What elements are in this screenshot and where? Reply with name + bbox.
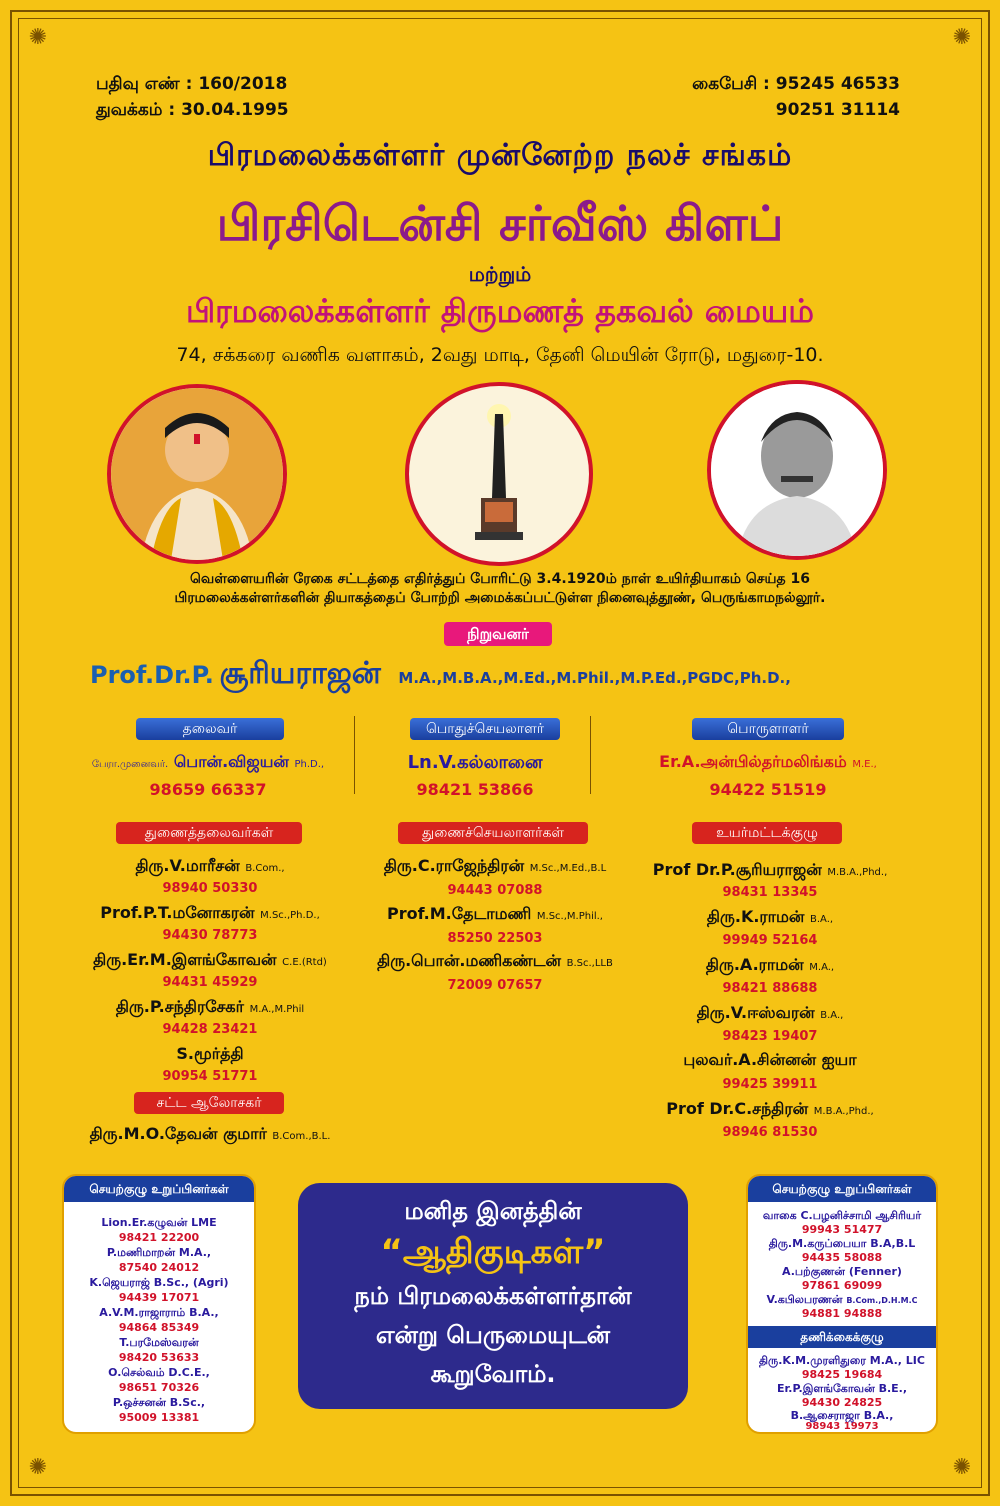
hl-degree: B.A., [820, 1010, 844, 1021]
vp-phone: 98940 50330 [162, 881, 258, 896]
member-phone: 98420 53633 [118, 1351, 200, 1364]
member-name [748, 1237, 936, 1252]
member-degree: B.Sc., [169, 1396, 206, 1409]
member-name [64, 1366, 254, 1381]
vp-degree: M.A.,M.Phil [249, 1004, 305, 1015]
address: 74, சக்கரை வணிக வளாகம், 2வது மாடி, தேனி மெயின் ரோடு, மதுரை-10. [176, 344, 824, 366]
js-phone: 94443 07088 [447, 883, 543, 898]
secretary-name: Ln.V.கல்லானை [407, 752, 543, 773]
vp-name [40, 950, 380, 971]
matrimony-title: பிரமலைக்கள்ளர் திருமணத் தகவல் மையம் [185, 292, 815, 330]
reg-label: பதிவு எண் : [96, 74, 193, 94]
vp-name [60, 1044, 360, 1065]
member-name-text: K.ஜெயராஜ் [89, 1276, 150, 1289]
treasurer-name [598, 752, 938, 773]
vp-name-text: திரு.V.மாரீசன் [135, 856, 240, 875]
box-title: செயற்குழு உறுப்பினர்கள் [64, 1176, 254, 1202]
member-name-text: வாகை C.பழனிச்சாமி ஆசிரியர் [762, 1209, 922, 1222]
president-label: தலைவர் [136, 718, 284, 740]
hl-phone: 99949 52164 [722, 933, 818, 948]
auditor-name [748, 1354, 936, 1369]
member-name [748, 1209, 936, 1224]
member-name-text: A.பற்குணன் [782, 1265, 845, 1278]
slogan-line-4: என்று பெருமையுடன் [375, 1321, 611, 1349]
vp-phone: 94430 78773 [162, 928, 258, 943]
member-name-text: திரு.M.கருப்பையா [768, 1237, 867, 1250]
founder-name [90, 656, 791, 695]
hl-name [620, 955, 920, 976]
js-name-text: Prof.M.தேடாமணி [386, 904, 532, 923]
slogan-line-2: “ஆதிகுடிகள்” [380, 1232, 606, 1272]
js-name [340, 856, 650, 877]
hl-name [620, 1050, 920, 1071]
member-name [748, 1293, 936, 1308]
corner-ornament-icon: ✺ [952, 1455, 972, 1480]
and-text: மற்றும் [468, 262, 532, 286]
member-name-text: Lion.Er.கழுவன் [101, 1216, 188, 1229]
caption-line-1: வெள்ளையரின் ரேகை சட்டத்தை எதிர்த்துப் போரிட்டு 3.4.1920ம் நாள் உயிர்தியாகம் செய்த 16 [190, 571, 810, 587]
auditor-name-text: B.ஆசைராஜா [790, 1409, 860, 1422]
founder-label: நிறுவனர் [444, 622, 552, 646]
president-tamil-name: பொன்.விஜயன் [173, 752, 289, 771]
js-name-text: திரு.C.ராஜேந்திரன் [383, 856, 525, 875]
member-degree: B.A,B.L [870, 1237, 916, 1250]
member-name-text: P.ஒச்சனன் [112, 1396, 166, 1409]
phone-2: 90251 31114 [775, 100, 900, 120]
auditor-degree: M.A., LIC [869, 1354, 925, 1367]
member-name [748, 1265, 936, 1280]
founder-degrees: M.A.,M.B.A.,M.Ed.,M.Phil.,M.P.Ed.,PGDC,Ph.D., [398, 669, 791, 687]
memorial-caption [0, 570, 1000, 608]
treasurer-label: பொருளாளர் [692, 718, 844, 740]
president-prefix: பேரா.முனைவர். [91, 759, 169, 770]
executive-committee-box-left [62, 1174, 256, 1434]
memorial-pillar-image [405, 382, 593, 566]
secretary-phone: 98421 53866 [416, 780, 534, 799]
president-degree: Ph.D., [294, 759, 325, 770]
hl-degree: M.B.A.,Phd., [827, 867, 888, 878]
slogan-line-3: நம் பிரமலைக்கள்ளர்தான் [354, 1282, 632, 1310]
pillar-icon [409, 386, 589, 562]
legal-name-text: திரு.M.O.தேவன் குமார் [89, 1124, 267, 1143]
president-phone: 98659 66337 [149, 780, 267, 799]
association-title: பிரமலைக்கள்ளர் முன்னேற்ற நலச் சங்கம் [207, 138, 793, 173]
auditor-degree: B.A., [863, 1409, 894, 1422]
box-title: செயற்குழு உறுப்பினர்கள் [748, 1176, 936, 1202]
portrait-left [107, 384, 287, 564]
hl-name-text: திரு.A.ராமன் [705, 955, 804, 974]
hl-name [620, 1003, 920, 1024]
vp-degree: C.E.(Rtd) [282, 957, 327, 968]
registration-info [96, 74, 289, 122]
divider [590, 716, 591, 794]
member-degree: M.A., [178, 1246, 212, 1259]
hl-phone: 99425 39911 [722, 1077, 818, 1092]
legal-degree: B.Com.,B.L. [272, 1131, 331, 1142]
audit-title: தணிக்கைக்குழு [748, 1326, 936, 1348]
auditor-degree: B.E., [878, 1382, 908, 1395]
vp-name-text: S.மூர்த்தி [176, 1044, 244, 1063]
treasurer-tamil-name: Er.A.அன்பில்தர்மலிங்கம் [659, 752, 847, 771]
member-phone: 87540 24012 [118, 1261, 200, 1274]
member-phone: 95009 13381 [118, 1411, 200, 1424]
js-degree: M.Sc.,M.Ed.,B.L [529, 863, 607, 874]
caption-line-2: பிரமலைக்கள்ளர்களின் தியாகத்தைப் போற்றி அமைக்கப்பட்டுள்ள நினைவுத்தூண், பெருங்காமநல்லூர். [174, 590, 826, 606]
member-name [64, 1336, 254, 1351]
vp-degree: M.Sc.,Ph.D., [260, 910, 320, 921]
member-phone: 94864 85349 [118, 1321, 200, 1334]
member-degree: B.Sc., (Agri) [153, 1276, 229, 1289]
hl-degree: B.A., [810, 914, 834, 925]
executive-committee-box-right [746, 1174, 938, 1434]
hl-phone: 98423 19407 [722, 1029, 818, 1044]
founder-tamil-name: சூரியராஜன் [219, 656, 381, 691]
vp-phone: 90954 51771 [162, 1069, 258, 1084]
member-phone: 94435 58088 [801, 1251, 883, 1264]
member-phone: 98421 22200 [118, 1231, 200, 1244]
slogan-box [298, 1183, 688, 1409]
treasurer-phone: 94422 51519 [709, 780, 827, 799]
auditor-phone: 98943 19973 [805, 1421, 879, 1432]
hl-name-text: திரு.K.ராமன் [706, 907, 805, 926]
member-phone: 94439 17071 [118, 1291, 200, 1304]
vp-phone: 94428 23421 [162, 1022, 258, 1037]
js-phone: 85250 22503 [447, 931, 543, 946]
hl-degree: M.A., [809, 962, 835, 973]
hl-phone: 98421 88688 [722, 981, 818, 996]
member-degree: LME [191, 1216, 217, 1229]
hl-name-text: Prof Dr.C.சந்திரன் [666, 1099, 809, 1118]
member-phone: 98651 70326 [118, 1381, 200, 1394]
vp-name [60, 856, 360, 877]
phone-info [692, 74, 900, 120]
member-degree: B.A., [189, 1306, 219, 1319]
member-name-text: P.மணிமாறன் [106, 1246, 176, 1259]
high-level-committee-label: உயர்மட்டக்குழு [692, 822, 842, 844]
member-name-text: A.V.M.ராஜாராம் [99, 1306, 186, 1319]
hl-name-text: Prof Dr.P.சூரியராஜன் [652, 860, 822, 879]
corner-ornament-icon: ✺ [952, 25, 972, 50]
member-degree: D.C.E., [168, 1366, 210, 1379]
phone-label: கைபேசி : [692, 74, 770, 94]
auditor-phone: 98425 19684 [801, 1368, 883, 1381]
hl-phone: 98946 81530 [722, 1125, 818, 1140]
person-portrait-icon [711, 384, 883, 556]
person-portrait-icon [111, 388, 283, 560]
vp-name-text: திரு.P.சந்திரசேகர் [115, 997, 245, 1016]
js-name [340, 951, 650, 972]
member-name [64, 1306, 254, 1321]
hl-name [620, 907, 920, 928]
legal-advisor-name [40, 1124, 380, 1145]
vice-presidents-label: துணைத்தலைவர்கள் [116, 822, 302, 844]
member-name [64, 1216, 254, 1231]
member-name-text: O.செல்வம் [108, 1366, 165, 1379]
member-name-text: V.கபிலபரணன் [766, 1293, 843, 1306]
vp-phone: 94431 45929 [162, 975, 258, 990]
slogan-line-5: கூறுவோம். [430, 1360, 556, 1388]
slogan-line-1: மனித இனத்தின் [404, 1197, 582, 1225]
vp-name [40, 997, 380, 1018]
secretary-label: பொதுச்செயலாளர் [410, 718, 560, 740]
hl-name [620, 860, 920, 881]
start-label: துவக்கம் : [96, 100, 176, 120]
phone-1: 95245 46533 [775, 74, 900, 94]
hl-phone: 98431 13345 [722, 885, 818, 900]
member-name-text: T.பரமேஸ்வரன் [119, 1336, 199, 1349]
hl-name-text: புலவர்.A.சின்னன் ஐயா [683, 1050, 857, 1069]
auditor-phone: 94430 24825 [801, 1396, 883, 1409]
hl-degree: M.B.A.,Phd., [813, 1106, 874, 1117]
js-degree: M.Sc.,M.Phil., [536, 911, 603, 922]
legal-advisor-label: சட்ட ஆலோசகர் [134, 1092, 284, 1114]
member-name [64, 1396, 254, 1411]
js-name-text: திரு.பொன்.மணிகண்டன் [377, 951, 561, 970]
treasurer-degree: M.E., [852, 759, 877, 770]
vp-name [40, 903, 380, 924]
member-name [64, 1246, 254, 1261]
vp-name-text: திரு.Er.M.இளங்கோவன் [93, 950, 277, 969]
reg-number: 160/2018 [198, 74, 288, 94]
joint-secretaries-label: துணைச்செயலாளர்கள் [398, 822, 588, 844]
founder-prefix: Prof.Dr.P. [90, 661, 214, 689]
vp-name-text: Prof.P.T.மனோகரன் [100, 903, 255, 922]
js-degree: B.Sc.,LLB [566, 958, 613, 969]
member-phone: 97861 69099 [801, 1279, 883, 1292]
member-phone: 94881 94888 [801, 1307, 883, 1320]
portrait-right [707, 380, 887, 560]
start-date: 30.04.1995 [181, 100, 289, 120]
divider [354, 716, 355, 794]
js-name [340, 904, 650, 925]
member-name [64, 1276, 254, 1291]
club-title: பிரசிடென்சி சர்வீஸ் கிளப் [216, 196, 784, 252]
member-phone: 99943 51477 [801, 1223, 883, 1236]
auditor-name [748, 1382, 936, 1397]
hl-name-text: திரு.V.ஈஸ்வரன் [696, 1003, 815, 1022]
corner-ornament-icon: ✺ [28, 1455, 48, 1480]
president-name [68, 752, 348, 773]
member-degree: B.Com.,D.H.M.C [846, 1296, 918, 1305]
member-degree: (Fenner) [848, 1265, 902, 1278]
vp-degree: B.Com., [245, 863, 285, 874]
auditor-name-text: Er.P.இளங்கோவன் [776, 1382, 875, 1395]
hl-name [620, 1099, 920, 1120]
js-phone: 72009 07657 [447, 978, 543, 993]
auditor-name-text: திரு.K.M.முரளிதுரை [759, 1354, 866, 1367]
corner-ornament-icon: ✺ [28, 25, 48, 50]
